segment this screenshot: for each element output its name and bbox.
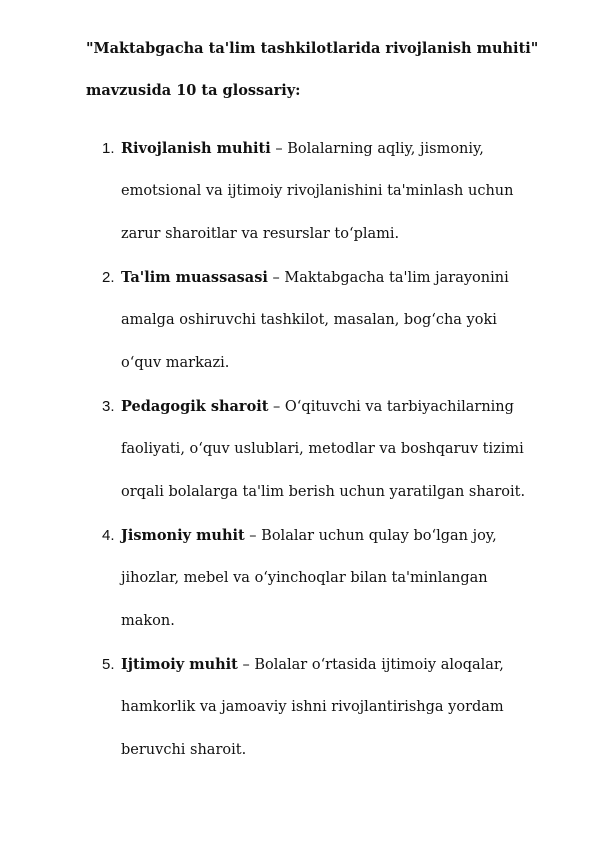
definition-text: beruvchi sharoit. [121,742,247,758]
glossary-item-3 [0,385,596,514]
glossary-term: Rivojlanish muhiti [121,140,271,157]
glossary-list [0,127,596,772]
list-number: 3. [102,398,115,415]
definition-text: – O‘qituvchi va tarbiyachilarning [268,399,514,415]
glossary-item-2 [0,256,596,385]
definition-text: jihozlar, mebel va o‘yinchoqlar bilan ta'minlangan [121,570,488,586]
definition-text: – Maktabgacha ta'lim jarayonini [267,270,509,286]
list-number: 4. [102,527,115,544]
glossary-entry [121,643,561,772]
glossary-term: Jismoniy muhit [121,527,245,544]
glossary-item-4 [0,514,596,643]
definition-text: orqali bolalarga ta'lim berish uchun yaratilgan sharoit. [121,484,526,500]
glossary-entry [121,127,561,256]
glossary-entry [121,256,561,385]
definition-text: – Bolalarning aqliy, jismoniy, [270,141,484,157]
definition-text: emotsional va ijtimoiy rivojlanishini ta'minlash uchun [121,183,514,199]
list-number: 5. [102,656,115,673]
glossary-term: Ijtimoiy muhit [121,656,238,673]
glossary-item-5 [0,643,596,772]
definition-text: faoliyati, o‘quv uslublari, metodlar va boshqaruv tizimi [121,441,524,457]
definition-text: – Bolalar uchun qulay bo‘lgan joy, [244,528,497,544]
entry-line [121,256,561,299]
entry-line [121,127,561,170]
entry-line [121,514,561,557]
definition-text: zarur sharoitlar va resurslar to‘plami. [121,226,400,242]
definition-text: makon. [121,613,175,629]
definition-text: o‘quv markazi. [121,355,230,371]
glossary-term: Ta'lim muassasasi [121,269,268,286]
entry-line [121,385,561,428]
definition-text: – Bolalar o‘rtasida ijtimoiy aloqalar, [237,657,504,673]
document-title-line-1: "Maktabgacha ta'lim tashkilotlarida rivojlanish muhiti" [86,40,539,57]
glossary-entry [121,514,561,643]
definition-text: amalga oshiruvchi tashkilot, masalan, bog‘cha yoki [121,312,497,328]
glossary-item-1 [0,127,596,256]
document-title-line-2: mavzusida 10 ta glossariy: [86,82,301,99]
glossary-term: Pedagogik sharoit [121,398,269,415]
list-number: 2. [102,269,115,286]
definition-text: hamkorlik va jamoaviy ishni rivojlantirishga yordam [121,699,504,715]
list-number: 1. [102,140,115,157]
glossary-entry [121,385,561,514]
entry-line [121,643,561,686]
